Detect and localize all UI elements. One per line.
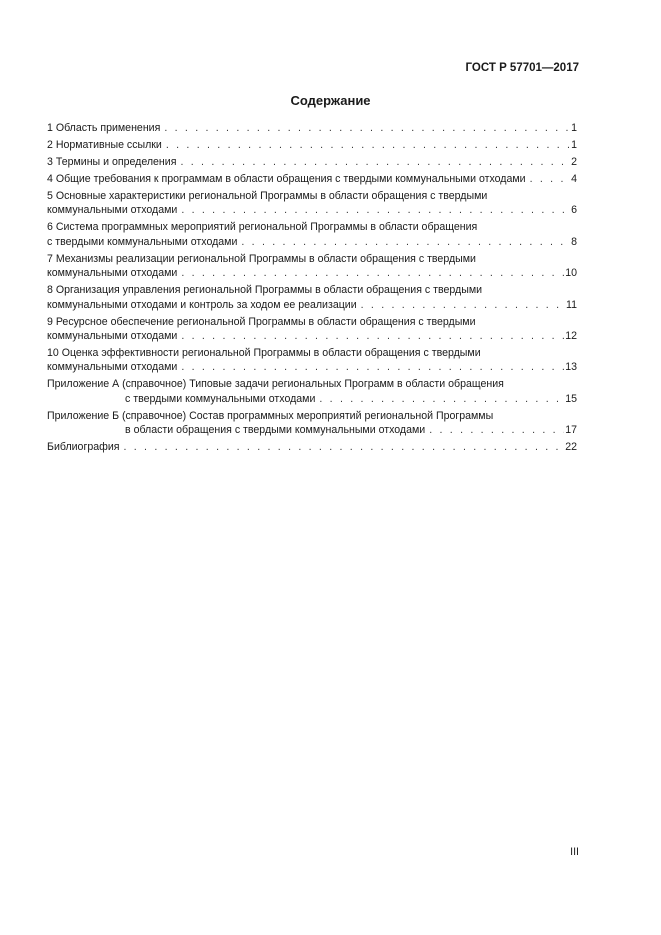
toc-entry-text-continued: коммунальными отходами [47, 204, 178, 217]
toc-entry-text-continued: коммунальными отходами [47, 330, 178, 343]
toc-page-number: 15 [565, 392, 577, 405]
dot-leader [530, 172, 571, 186]
dot-leader [164, 121, 570, 135]
toc-entry-text: 8 Организация управления региональной Программы в области обращения с твердыми [47, 284, 483, 297]
toc-entry-9[interactable] [47, 315, 577, 344]
toc-page-number: 11 [566, 298, 577, 311]
toc-page-number: 17 [565, 424, 577, 437]
toc-bibliography[interactable] [47, 440, 577, 454]
toc-entry-5[interactable] [47, 189, 577, 218]
dot-leader [181, 329, 564, 343]
toc-entry-text-continued: с твердыми коммунальными отходами [125, 392, 316, 405]
toc-entry-text: 10 Оценка эффективности региональной Программы в области обращения с твердыми [47, 347, 481, 360]
toc-entry-text: 2 Нормативные ссылки [47, 139, 162, 151]
toc-entry-4[interactable] [47, 172, 577, 186]
toc-entry-7[interactable] [47, 252, 577, 281]
toc-page-number: 1 [571, 122, 577, 134]
dot-leader [181, 266, 564, 280]
toc-entry-text: 5 Основные характеристики региональной Программы в области обращения с твердыми [47, 190, 488, 202]
dot-leader [181, 360, 564, 374]
page-number: III [570, 846, 579, 858]
toc-page-number: 6 [571, 204, 577, 217]
toc-page-number: 1 [571, 139, 577, 151]
toc-page-number: 2 [571, 156, 577, 168]
toc-entry-10[interactable] [47, 346, 577, 375]
dot-leader [429, 423, 564, 437]
toc-entry-text: 7 Механизмы реализации региональной Программы в области обращения с твердыми [47, 252, 476, 265]
toc-entry-text-continued: коммунальными отходами [47, 361, 178, 374]
dot-leader [181, 203, 570, 217]
toc-annex-a[interactable] [47, 377, 577, 406]
toc-entry-text-continued: коммунальными отходами [47, 267, 178, 280]
toc-entry-text: 4 Общие требования к программам в области обращения с твердыми коммунальными отходами [47, 173, 526, 185]
dot-leader [180, 155, 570, 169]
toc-entry-1[interactable] [47, 121, 577, 135]
toc-page-number: 8 [571, 235, 577, 248]
dot-leader [123, 440, 564, 454]
toc-entry-2[interactable] [47, 138, 577, 152]
toc-annex-b[interactable] [47, 409, 577, 438]
toc-page-number: 12 [565, 330, 577, 343]
toc-page-number: 4 [571, 173, 577, 185]
dot-leader [241, 235, 570, 249]
toc-page-number: 13 [565, 361, 577, 374]
table-of-contents [47, 121, 577, 457]
toc-entry-text: Библиография [47, 441, 120, 454]
toc-entry-6[interactable] [47, 220, 577, 249]
toc-entry-text: Приложение А (справочное) Типовые задачи региональных Программ в области обращения [47, 378, 504, 391]
toc-entry-text: 3 Термины и определения [47, 156, 177, 168]
toc-entry-text-continued: с твердыми коммунальными отходами [47, 235, 238, 248]
toc-entry-text: 6 Система программных мероприятий региональной Программы в области обращения [47, 221, 478, 234]
toc-page-number: 22 [565, 441, 577, 454]
toc-entry-text: Приложение Б (справочное) Состав программных мероприятий региональной Программы [47, 409, 494, 422]
dot-leader [361, 298, 565, 312]
standard-code: ГОСТ Р 57701—2017 [465, 62, 579, 74]
page-title: Содержание [290, 93, 371, 108]
toc-entry-text-continued: коммунальными отходами и контроль за ходом ее реализации [47, 298, 357, 311]
toc-entry-text: 9 Ресурсное обеспечение региональной Программы в области обращения с твердыми [47, 315, 476, 328]
toc-entry-text: 1 Область применения [47, 122, 161, 134]
dot-leader [319, 392, 564, 406]
dot-leader [166, 138, 570, 152]
toc-entry-text-continued: в области обращения с твердыми коммунальными отходами [125, 424, 426, 437]
toc-entry-8[interactable] [47, 283, 577, 312]
toc-entry-3[interactable] [47, 155, 577, 169]
toc-page-number: 10 [565, 267, 577, 280]
